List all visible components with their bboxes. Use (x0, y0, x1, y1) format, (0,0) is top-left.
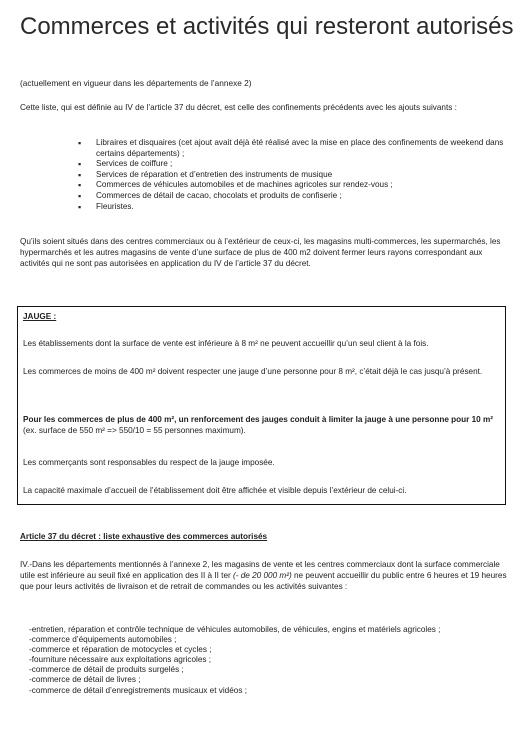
article-heading: Article 37 du décret : liste exhaustive des commerces autorisés (20, 532, 268, 541)
jauge-paragraph: Les commerçants sont responsables du respect de la jauge imposée. (23, 458, 275, 467)
page-title: Commerces et activités qui resteront autorisés (20, 13, 514, 40)
jauge-paragraph: La capacité maximale d’accueil de l’établissement doit être affichée et visible depuis l’extérieur de celui-ci. (23, 486, 407, 495)
article-paragraph: IV.-Dans les départements mentionnés à l’annexe 2, les magasins de vente et les centres commerciaux dont la surface commerciale utile est inférieure au seuil fixé en application des II à II ter (- de 20 000 m²) ne peuvent accueillir du public entre 6 heures et 19 heures que pour leurs activités de livraison et de retrait de commandes ou les activités suivantes : (20, 560, 507, 591)
list-item: ▪ Libraires et disquaires (cet ajout avait déjà été réalisé avec la mise en place des confinements de weekend dans certains départements) ; (72, 138, 512, 159)
surface-threshold: (- de 20 000 m²) (233, 570, 292, 580)
jauge-paragraph: Les établissements dont la surface de vente est inférieure à 8 m² ne peuvent accueillir qu’un seul client à la fois. (23, 339, 429, 348)
subtitle: (actuellement en vigueur dans les départements de l’annexe 2) (20, 78, 252, 88)
intro-paragraph: Cette liste, qui est définie au IV de l’article 37 du décret, est celle des confinements précédents avec les ajouts suivants : (20, 103, 457, 112)
list-item: -fourniture nécessaire aux exploitations agricoles ; (29, 655, 212, 665)
list-item: ▪ Services de réparation et d’entretien des instruments de musique (72, 170, 512, 181)
list-item: -commerce de détail d’enregistrements musicaux et vidéos ; (29, 685, 247, 695)
jauge-box (17, 306, 506, 505)
list-item: -commerce de détail de produits surgelés ; (29, 665, 184, 675)
list-item: -commerce et réparation de motocycles et cycles ; (29, 645, 212, 655)
jauge-paragraph: Les commerces de moins de 400 m² doivent respecter une jauge d’une personne pour 8 m², c’était déjà le cas jusqu’à présent. (23, 367, 483, 376)
jauge-paragraph: Pour les commerces de plus de 400 m², un renforcement des jauges conduit à limiter la jauge à une personne pour 10 m² (ex. surface de 550 m² => 550/10 = 55 personnes maximum). (23, 415, 494, 435)
closure-paragraph: Qu’ils soient situés dans des centres commerciaux ou à l’extérieur de ceux-ci, les magasins multi-commerces, les supermarchés, les hypermarchés et les autres magasins de vente d’une surface de plus de 400 m2 doivent fermer leurs rayons correspondant aux activités qui ne sont pas autorisées en application du IV de l’article 37 du décret. (20, 237, 501, 268)
activities-list (29, 625, 509, 696)
list-item: -commerce d’équipements automobiles ; (29, 635, 177, 645)
list-item: ▪ Commerces de détail de cacao, chocolats et produits de confiserie ; (72, 191, 512, 202)
list-item: ▪ Services de coiffure ; (72, 159, 512, 170)
list-item: -entretien, réparation et contrôle technique de véhicules automobiles, de véhicules, engins et matériels agricoles ; (29, 625, 441, 634)
jauge-heading: JAUGE : (23, 312, 57, 321)
jauge-emphasis: Pour les commerces de plus de 400 m², un renforcement des jauges conduit à limiter la jauge à une personne pour 10 m² (23, 415, 494, 424)
list-item: -commerce de détail de livres ; (29, 675, 141, 685)
additions-list (72, 138, 512, 212)
list-item: ▪ Fleuristes. (72, 202, 512, 213)
list-item: ▪ Commerces de véhicules automobiles et de machines agricoles sur rendez-vous ; (72, 180, 512, 191)
